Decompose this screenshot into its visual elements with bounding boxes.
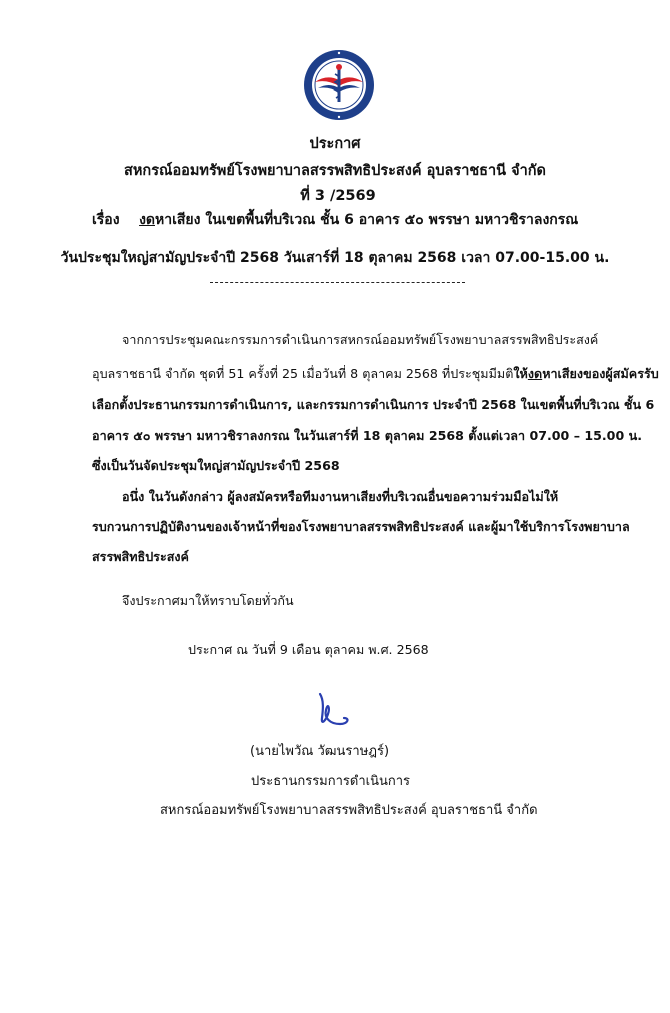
body-p1-line2-text: อุบลราชธานี จำกัด ชุดที่ 51 ครั้งที่ 25 เมื่อวันที่ 8 ตุลาคม 2568 ที่ประชุมมีมติ — [92, 366, 514, 381]
subject-text: หาเสียง ในเขตพื้นที่บริเวณ ชั้น 6 อาคาร ๕๐ พรรษา มหาวชิราลงกรณ — [155, 212, 579, 228]
signatory-position: ประธานกรรมการดำเนินการ — [251, 774, 411, 789]
body-p1-line2 — [92, 364, 659, 384]
meeting-line: วันประชุมใหญ่สามัญประจำปี 2568 วันเสาร์ที่ 18 ตุลาคม 2568 เวลา 07.00-15.00 น. — [60, 250, 610, 266]
body-p1-line4: อาคาร ๕๐ พรรษา มหาวชิราลงกรณ ในวันเสาร์ที่ 18 ตุลาคม 2568 ตั้งแต่เวลา 07.00 – 15.00 น. — [92, 428, 642, 443]
signatory-name: (นายไพวัณ วัฒนราษฎร์) — [250, 744, 390, 759]
separator-line — [210, 282, 465, 283]
signatory-organization: สหกรณ์ออมทรัพย์โรงพยาบาลสรรพสิทธิประสงค์ อุบลราชธานี จำกัด — [160, 803, 538, 818]
announcement-title: ประกาศ — [309, 136, 361, 152]
body-p2-line2: รบกวนการปฏิบัติงานของเจ้าหน้าที่ของโรงพยาบาลสรรพสิทธิประสงค์ และผู้มาใช้บริการโรงพยาบาล — [92, 519, 630, 534]
subject-underlined-word: งด — [139, 212, 155, 228]
body-p1-line2-bold-a: ให้ — [513, 366, 528, 381]
organization-name: สหกรณ์ออมทรัพย์โรงพยาบาลสรรพสิทธิประสงค์ อุบลราชธานี จำกัด — [124, 163, 546, 179]
body-p2-line1: อนึ่ง ในวันดังกล่าว ผู้ลงสมัครหรือทีมงานหาเสียงที่บริเวณอื่นขอความร่วมมือไม่ให้ — [122, 489, 559, 504]
subject-line — [92, 209, 578, 231]
body-p1-line2-bold-b: หาเสียงของผู้สมัครรับ — [542, 366, 659, 381]
body-p1-line5: ซึ่งเป็นวันจัดประชุมใหญ่สามัญประจำปี 2568 — [92, 458, 340, 473]
announcement-date: ประกาศ ณ วันที่ 9 เดือน ตุลาคม พ.ศ. 2568 — [188, 642, 429, 657]
body-p3: จึงประกาศมาให้ทราบโดยทั่วกัน — [122, 593, 294, 608]
body-p1-line1: จากการประชุมคณะกรรมการดำเนินการสหกรณ์ออมทรัพย์โรงพยาบาลสรรพสิทธิประสงค์ — [122, 332, 599, 347]
announcement-number: ที่ 3 /2569 — [300, 188, 376, 204]
body-p2-line3: สรรพสิทธิประสงค์ — [92, 549, 189, 564]
cooperative-logo — [302, 48, 376, 122]
body-p1-line3: เลือกตั้งประธานกรรมการดำเนินการ, และกรรมการดำเนินการ ประจำปี 2568 ในเขตพื้นที่บริเวณ ชั้น 6 — [92, 397, 655, 412]
body-p1-line2-bold-underlined: งด — [527, 366, 543, 381]
subject-label: เรื่อง — [92, 212, 120, 228]
handwritten-signature — [306, 688, 366, 738]
